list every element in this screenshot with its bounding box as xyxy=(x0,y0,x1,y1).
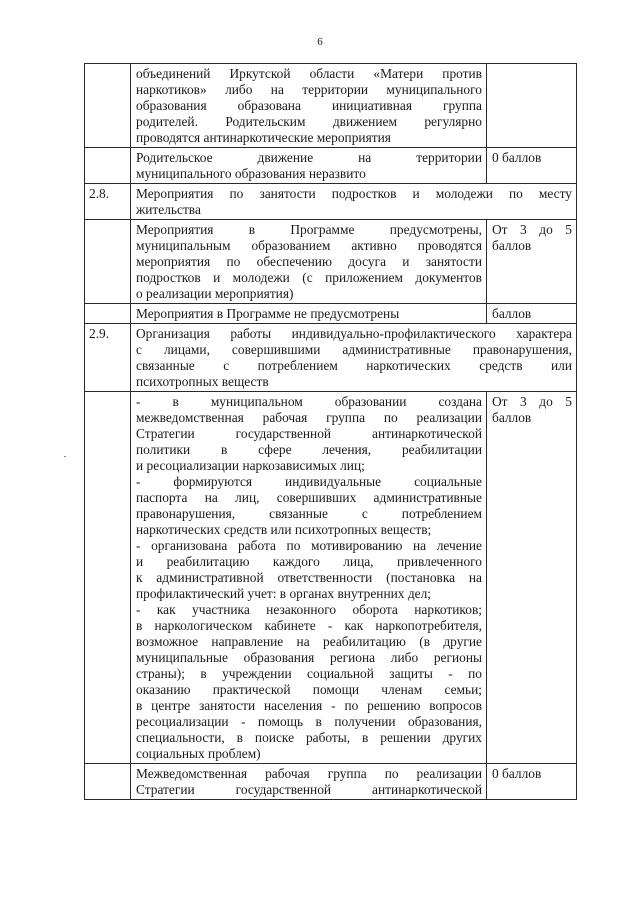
text-line: межведомственная рабочая группа по реализации xyxy=(136,410,482,425)
item-number xyxy=(85,220,131,304)
text-line: муниципальные образования региона либо регионы xyxy=(136,650,482,665)
text-line: образования образована инициативная группа xyxy=(136,98,482,113)
text-line: и реабилитацию каждого лица, привлеченного xyxy=(136,554,482,569)
section-heading xyxy=(131,324,577,392)
table-row xyxy=(85,64,577,148)
criterion-text xyxy=(131,148,487,184)
criteria-table xyxy=(84,63,577,800)
text-line: психотропных веществ xyxy=(136,374,269,389)
score-line: От 3 до 5 xyxy=(492,222,572,237)
item-number: 2.9. xyxy=(85,324,131,392)
text-line: оказанию практической помощи членам семьи; xyxy=(136,682,482,697)
criterion-text xyxy=(131,220,487,304)
text-line: связанные с потреблением наркотических средств или xyxy=(136,358,572,373)
text-line: Мероприятия по занятости подростков и молодежи по месту xyxy=(136,186,572,201)
score-cell xyxy=(487,392,577,764)
score-line: баллов xyxy=(492,410,532,425)
table-row xyxy=(85,184,577,220)
item-number xyxy=(85,64,131,148)
text-line: страны); в учреждении социальной защиты - по xyxy=(136,666,482,681)
criterion-text xyxy=(131,764,487,800)
text-line: Родительское движение на территории xyxy=(136,150,482,165)
table-row xyxy=(85,220,577,304)
criterion-text xyxy=(131,392,487,764)
text-line: Мероприятия в Программе предусмотрены, xyxy=(136,222,482,237)
text-line: муниципального образования неразвито xyxy=(136,166,366,181)
text-line: профилактический учет: в органах внутренних дел; xyxy=(136,586,431,601)
text-line: правонарушения, связанные с потреблением xyxy=(136,506,482,521)
text-line: и ресоциализации наркозависимых лиц; xyxy=(136,458,365,473)
text-line: в наркологическом кабинете - как наркопотребителя, xyxy=(136,618,482,633)
text-line: с лицами, совершившими административные правонарушения, xyxy=(136,342,572,357)
text-line: проводятся антинаркотические мероприятия xyxy=(136,130,391,145)
score-line: баллов xyxy=(492,238,532,253)
text-line: политики в сфере лечения, реабилитации xyxy=(136,442,482,457)
score-cell xyxy=(487,64,577,148)
text-line: муниципальным образованием активно проводятся xyxy=(136,238,482,253)
text-line: Мероприятия в Программе не предусмотрены xyxy=(136,306,400,321)
score-line: От 3 до 5 xyxy=(492,394,572,409)
table-row xyxy=(85,764,577,800)
text-line: родителей. Родительским движением регулярно xyxy=(136,114,482,129)
text-line: в центре занятости населения - по решению вопросов xyxy=(136,698,482,713)
text-line: объединений Иркутской области «Матери против xyxy=(136,66,482,81)
text-line: - как участника незаконного оборота наркотиков; xyxy=(136,602,482,617)
text-line: ресоциализации - помощь в получении образования, xyxy=(136,714,482,729)
text-line: Межведомственная рабочая группа по реализации xyxy=(136,766,482,781)
item-number xyxy=(85,764,131,800)
table-row xyxy=(85,324,577,392)
margin-dot xyxy=(64,456,66,457)
item-number xyxy=(85,148,131,184)
item-number xyxy=(85,392,131,764)
table-row xyxy=(85,148,577,184)
item-number xyxy=(85,304,131,324)
text-line: социальных проблем) xyxy=(136,746,261,761)
text-line: паспорта на лиц, совершивших административные xyxy=(136,490,482,505)
text-line: наркотиков» либо на территории муниципального xyxy=(136,82,482,97)
text-line: к административной ответственности (постановка на xyxy=(136,570,482,585)
score-cell: 0 баллов xyxy=(487,148,577,184)
score-cell xyxy=(487,220,577,304)
score-cell: 0 баллов xyxy=(487,764,577,800)
text-line: подростков и молодежи (с приложением документов xyxy=(136,270,482,285)
table-row xyxy=(85,392,577,764)
score-cell: баллов xyxy=(487,304,577,324)
text-line: жительства xyxy=(136,202,201,217)
section-heading xyxy=(131,184,577,220)
text-line: специальности, в поиске работы, в решении других xyxy=(136,730,482,745)
table-row xyxy=(85,304,577,324)
text-line: - в муниципальном образовании создана xyxy=(136,394,482,409)
criterion-text xyxy=(131,64,487,148)
text-line: возможное направление на реабилитацию (в другие xyxy=(136,634,482,649)
page-number: 6 xyxy=(317,36,323,48)
criterion-text xyxy=(131,304,487,324)
text-line: наркотических средств или психотропных веществ; xyxy=(136,522,432,537)
text-line: мероприятия по обеспечению досуга и занятости xyxy=(136,254,482,269)
text-line: Стратегии государственной антинаркотической xyxy=(136,782,482,797)
text-line: Организация работы индивидуально-профилактического характера xyxy=(136,326,572,341)
item-number: 2.8. xyxy=(85,184,131,220)
text-line: о реализации мероприятия) xyxy=(136,286,294,301)
text-line: - организована работа по мотивированию на лечение xyxy=(136,538,482,553)
text-line: - формируются индивидуальные социальные xyxy=(136,474,482,489)
text-line: Стратегии государственной антинаркотической xyxy=(136,426,482,441)
